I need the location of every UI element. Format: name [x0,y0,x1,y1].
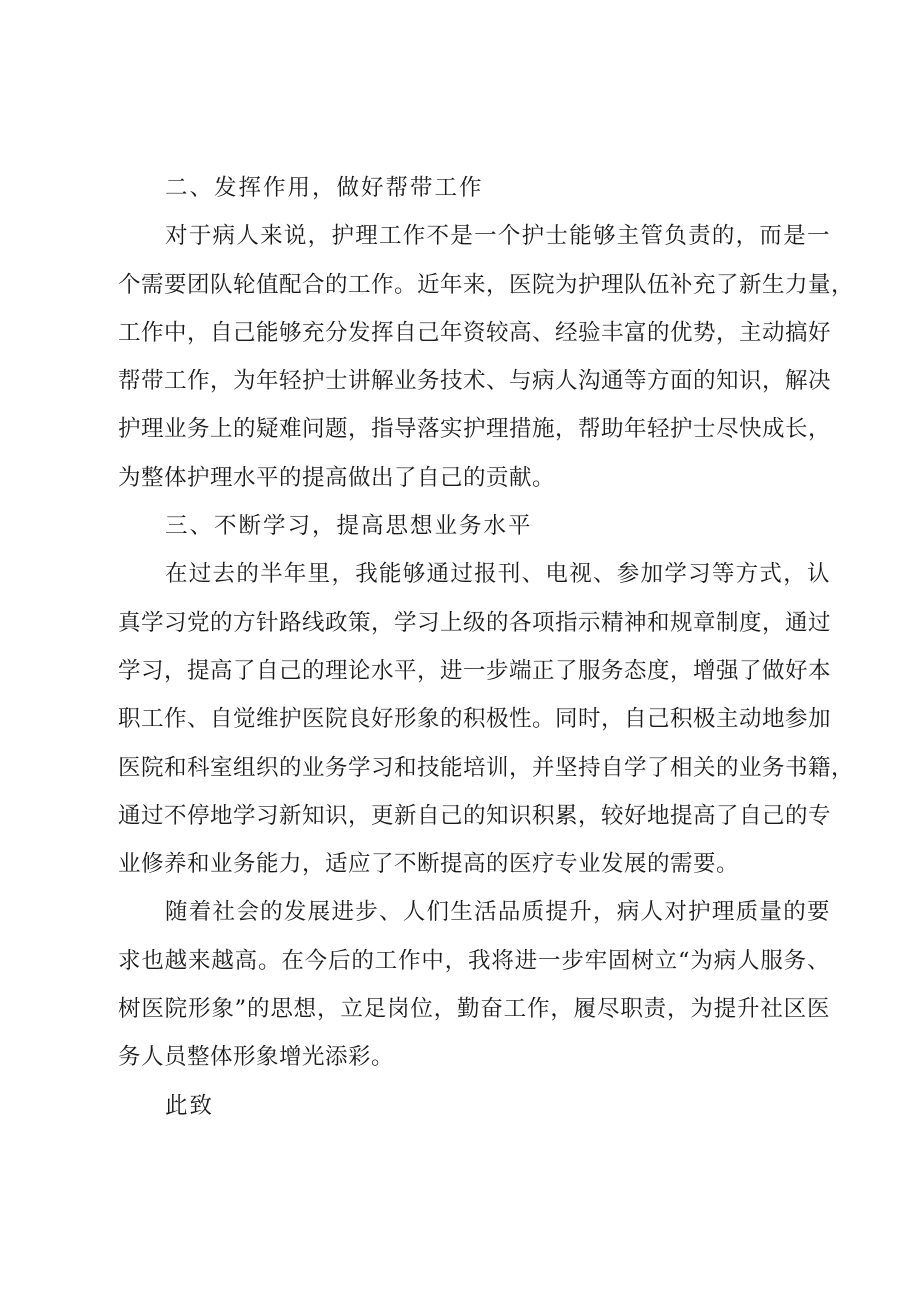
paragraph-line: 业修养和业务能力，适应了不断提高的医疗专业发展的需要。 [118,851,740,878]
paragraph-line: 随着社会的发展进步、人们生活品质提升，病人对护理质量的要 [165,899,830,926]
paragraph-line: 求也越来越高。在今后的工作中，我将进一步牢固树立“为病人服务、 [118,947,830,974]
paragraph-line: 为整体护理水平的提高做出了自己的贡献。 [118,464,556,491]
paragraph-line: 医院和科室组织的业务学习和技能培训，并坚持自学了相关的业务书籍， [118,754,855,781]
paragraph-line: 通过不停地学习新知识，更新自己的知识积累，较好地提高了自己的专 [118,802,832,829]
paragraph-line: 学习，提高了自己的理论水平，进一步端正了服务态度，增强了做好本 [118,657,832,684]
paragraph-line: 工作中，自己能够充分发挥自己年资较高、经验丰富的优势，主动搞好 [118,319,832,346]
paragraph-line: 在过去的半年里，我能够通过报刊、电视、参加学习等方式，认 [165,561,830,588]
paragraph-line: 职工作、自觉维护医院良好形象的积极性。同时，自己积极主动地参加 [118,706,832,733]
section-heading: 三、不断学习，提高思想业务水平 [165,513,533,540]
paragraph-line: 树医院形象”的思想，立足岗位，勤奋工作，履尽职责，为提升社区医 [118,996,830,1023]
section-heading: 二、发挥作用，做好帮带工作 [165,175,484,201]
paragraph [118,550,855,888]
paragraph-line: 护理业务上的疑难问题，指导落实护理措施，帮助年轻护士尽快成长， [118,416,832,443]
paragraph-line: 帮带工作，为年轻护士讲解业务技术、与病人沟通等方面的知识，解决 [118,368,832,395]
paragraph [118,888,830,1081]
paragraph-line: 务人员整体形象增光添彩。 [118,1044,395,1071]
paragraph [118,212,855,502]
paragraph-line: 对于病人来说，护理工作不是一个护士能够主管负责的，而是一 [165,223,830,250]
document-body [118,164,855,1130]
salutation: 此致 [165,1092,215,1119]
paragraph-line: 真学习党的方针路线政策，学习上级的各项指示精神和规章制度，通过 [118,609,832,636]
paragraph-line: 个需要团队轮值配合的工作。近年来，医院为护理队伍补充了新生力量， [118,271,855,298]
